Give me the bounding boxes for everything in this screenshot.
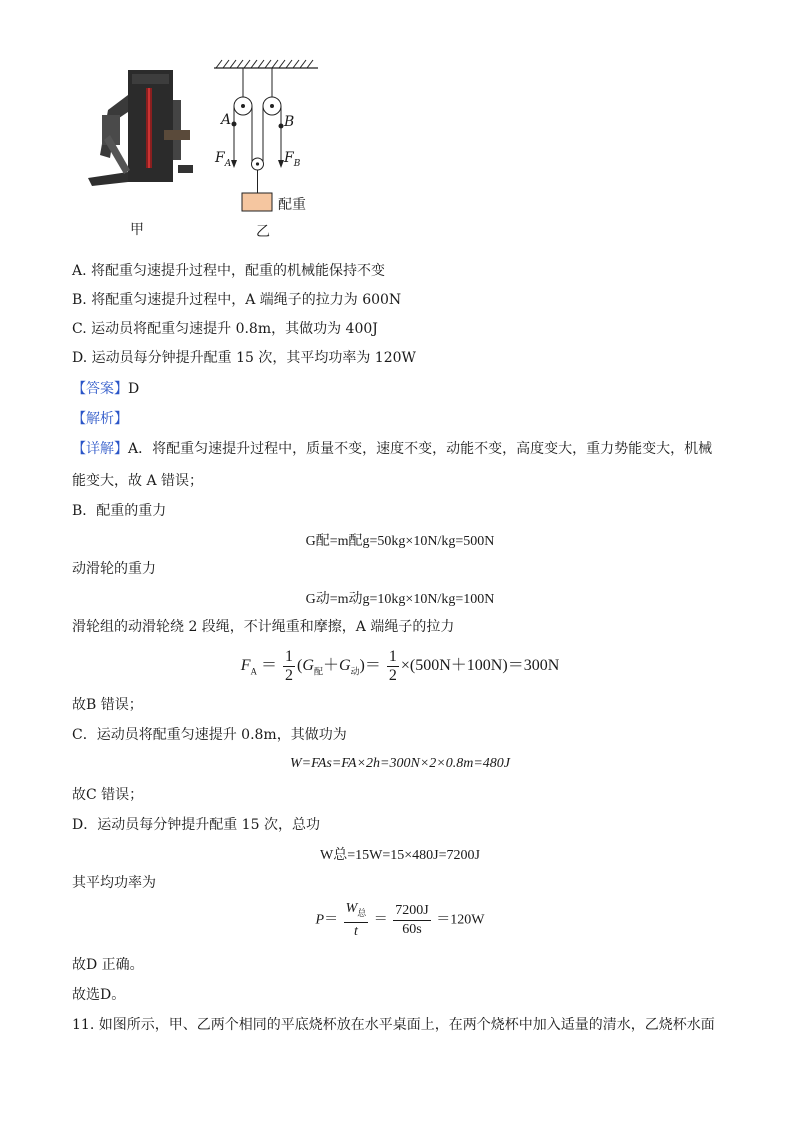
b-wrong: 故B 错误； — [72, 697, 143, 713]
pulley-diagram — [210, 56, 320, 216]
b-intro: B．配重的重力 — [72, 503, 167, 519]
detail-tag: 【详解】 — [72, 441, 128, 457]
label-b: B — [284, 114, 295, 130]
label-a: A — [221, 112, 232, 128]
option-a: A. 将配重匀速提升过程中，配重的机械能保持不变 — [72, 263, 386, 279]
option-b: B. 将配重匀速提升过程中，A 端绳子的拉力为 600N — [72, 292, 402, 308]
rope-statement: 滑轮组的动滑轮绕 2 段绳，不计绳重和摩擦，A 端绳子的拉力 — [72, 619, 455, 635]
avg-power-intro: 其平均功率为 — [72, 875, 156, 891]
detail-a-line2: 能变大，故 A 错误； — [72, 473, 204, 489]
dynamic-pulley-gravity: 动滑轮的重力 — [72, 561, 156, 577]
eq-fa: $F_A$ ＝ $\frac{1}{2}$ $(G_配+G_动)=$ $\frac{1}{2}$ ×(500N＋100N)＝300N — [240, 648, 560, 684]
option-c: C. 运动员将配重匀速提升 0.8m，其做功为 400J — [72, 321, 378, 337]
eq-w-total: W总=15W=15×480J=7200J — [320, 848, 480, 863]
c-intro: C．运动员将配重匀速提升 0.8m，其做功为 — [72, 727, 347, 743]
label-fa: $F_A$ — [215, 150, 232, 169]
c-wrong: 故C 错误； — [72, 787, 144, 803]
answer-line — [72, 380, 139, 398]
label-fb: $F_B$ — [284, 150, 301, 169]
eq-g-dong: G动=m动g=10kg×10N/kg=100N — [305, 592, 495, 607]
question-11: 11. 如图所示，甲、乙两个相同的平底烧杯放在水平桌面上，在两个烧杯中加入适量的清水，乙烧杯水面 — [72, 1017, 715, 1033]
answer-tag: 【答案】 — [72, 381, 128, 397]
eq-w: W=FAs=FA×2h=300N×2×0.8m=480J — [289, 756, 510, 771]
caption-jia: 甲 — [130, 222, 144, 238]
option-d: D. 运动员每分钟提升配重 15 次，其平均功率为 120W — [72, 350, 416, 366]
choose: 故选D。 — [72, 987, 126, 1003]
d-right: 故D 正确。 — [72, 957, 144, 973]
answer-value: D — [128, 381, 140, 397]
detail-a-line1: 【详解】A．将配重匀速提升过程中，质量不变，速度不变，动能不变，高度变大，重力势能变大，机械 — [72, 441, 713, 457]
d-intro: D．运动员每分钟提升配重 15 次，总功 — [72, 817, 320, 833]
counterweight-label: 配重 — [278, 197, 306, 213]
eq-g-pei: G配=m配g=50kg×10N/kg=500N — [305, 534, 495, 549]
eq-p: P＝ $\frac{W_总}{t}$ ＝ $\frac{7200J}{60s}$ ＝120W — [315, 901, 485, 939]
gym-machine-photo — [88, 60, 198, 190]
analysis-tag: 【解析】 — [72, 411, 128, 427]
caption-yi: 乙 — [256, 224, 270, 240]
